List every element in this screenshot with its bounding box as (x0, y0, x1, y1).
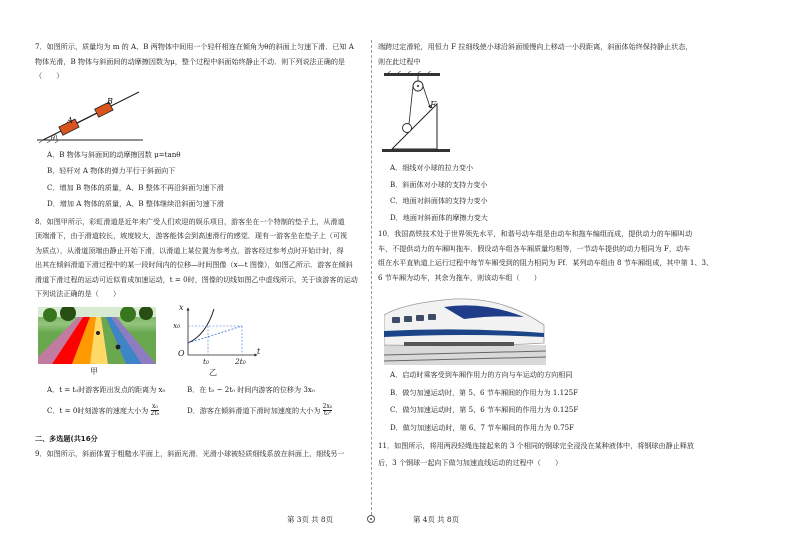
q7-option-b: B．轻杆对 A 物体的弹力平行于斜面向下 (47, 166, 176, 175)
page-number-left: 第 3页 共 8页 (287, 515, 334, 524)
graph-t0-label: t₀ (203, 356, 210, 366)
label-yi: 乙 (209, 367, 217, 377)
q10-option-c: C．做匀加速运动时，第 5、6 节车厢间的作用力为 0.125F (390, 405, 579, 414)
q8-options-row-2 (35, 402, 367, 424)
q10-stem-line: 组在水平直轨道上运行过程中每节车厢受到的阻力相同为 Ff．某列动车组由 8 节车厢组成，其中第 1、3、 (378, 258, 714, 267)
q7-stem-line-2: 物体光滑，B 物体与斜面间的动摩擦因数为μ，整个过程中斜面始终静止不动．则下列说法正确的是 (35, 56, 346, 66)
q7-stem-line-1: 7．如图所示，质量均为 m 的 A、B 两物体中间用一个轻杆相连在倾角为θ的斜面上匀速下滑．已知 A (35, 42, 354, 51)
q8-stem-line: 为质点），从滑道顶端由静止开始下滑，以滑道上某位置为参考点，游客经过参考点时开始计时，得 (35, 245, 344, 255)
q8-option-d-text: D．游客在倾斜滑道下滑时加速度的大小为 (187, 405, 321, 415)
q8-option-d-numerator: 2x₀ (322, 403, 333, 410)
q8-figures (35, 302, 367, 381)
q9-force-label: F (430, 101, 437, 111)
column-divider (371, 40, 372, 515)
q7-stem-line-3: （ ） (35, 71, 64, 80)
q8-option-c-denominator: 2t₀ (150, 410, 160, 417)
q7-incline-figure (35, 86, 367, 144)
q11-stem-line-2: 后，3 个钢球一起向下做匀加速直线运动的过程中（ ） (378, 457, 563, 467)
q8-stem-line: 出其在倾斜滑道下滑过程中的某一段时间内的位移—时间图像（x—t 图像），如图乙所示．游客在倾斜 (35, 260, 353, 269)
q8-stem-line: 顶端滑下，由于滑道较长，坡度较大，游客能体会到高速滑行的感觉．现有一游客坐在垫子上（可视 (35, 231, 348, 240)
q7-option-d: D．增加 A 物体的质量，A、B 整体继续沿斜面匀速下滑 (47, 199, 224, 208)
q10-stem (378, 227, 718, 285)
q9-option-d: D．地面对斜面体的摩擦力变大 (390, 212, 488, 222)
q9-stem-line-1: 9．如图所示，斜面体置于粗糙水平面上，斜面光滑．光滑小球被轻质细线系放在斜面上，细线另一 (35, 449, 345, 458)
graph-x0-label: x₀ (173, 320, 181, 330)
q7-option-a: A．B 物体与斜面间的动摩擦因数 μ=tanθ (47, 149, 181, 159)
q8-option-c-text: C．t = 0时刻游客的速度大小为 (47, 405, 149, 415)
q8-option-b: B．在 t₀ ~ 2t₀ 时间内游客的位移为 3x₀ (187, 384, 315, 394)
q8-option-c-fraction (151, 404, 160, 417)
q8-option-d-fraction (323, 404, 333, 417)
q8-options-row-1 (35, 383, 367, 398)
left-column (35, 40, 367, 462)
graph-y-axis-label: x (179, 302, 184, 312)
q7-label-b: B (107, 96, 113, 106)
q8-stem-line: 8．如图甲所示，彩虹滑道是近年来广受人们欢迎的娱乐项目，游客坐在一个特制的垫子上，从滑道 (35, 216, 345, 226)
q9-stem-line-3: 则在此过程中 (378, 56, 421, 66)
q8-option-d (187, 404, 332, 419)
q10-stem-line: 车，不提供动力的车厢叫拖车．假设动车组各车厢质量均相等，一节动车提供的动力相同为 F，动车 (378, 243, 691, 253)
q9-option-b: B．斜面体对小球的支持力变小 (390, 179, 488, 189)
section-multiple-choice-title: 二、多选题(共16分 (35, 433, 98, 443)
q8-stem-line: 滑道下滑过程的运动可近似看成加速运动，t = 0时，图像的切线如图乙中虚线所示，关于该游客的运动 (35, 274, 358, 284)
q9-stem-line-2: 端跨过定滑轮，用恒力 F 拉细线使小球沿斜面缓慢向上移动一小段距离，斜面体始终保持静止状态， (378, 42, 693, 51)
right-column (378, 40, 718, 470)
q9-pulley-figure (378, 71, 718, 159)
q8-option-d-denominator: t₀² (323, 410, 332, 417)
graph-2t0-label: 2t₀ (235, 356, 246, 366)
q8-option-c-numerator: x₀ (151, 403, 158, 410)
binding-hole-dot-icon (370, 518, 372, 520)
q9-option-a: A．细线对小球的拉力变小 (390, 163, 474, 172)
q9-option-c: C．地面对斜面体的支持力变小 (390, 196, 488, 205)
label-jia: 甲 (90, 366, 98, 376)
q8-option-c (47, 404, 159, 419)
graph-origin-label: O (178, 348, 185, 358)
q7-label-theta: θ (51, 133, 55, 142)
bullet-train-photo (384, 285, 546, 365)
q10-option-a: A．启动时乘客受到车厢作用力的方向与车运动的方向相同 (390, 370, 573, 379)
q8-option-a: A．t = t₀时游客距出发点的距离为 x₀ (47, 384, 166, 394)
q10-stem-line: 10．我国高铁技术处于世界领先水平，和谐号动车组是由动车和拖车编组而成，提供动力的车厢叫动 (378, 229, 693, 238)
pulley-incline-diagram (382, 71, 452, 159)
q11-stem-line-1: 11．如图所示，将用两段轻绳连接起来的 3 个相同的钢球完全浸没在某种液体中，将钢球由静止释放 (378, 441, 694, 450)
rainbow-slide-photo (38, 307, 156, 364)
page-number-right: 第 4页 共 8页 (413, 515, 460, 524)
q8-stem-line: 下列说法正确的是（ ） (35, 289, 121, 298)
q7-label-a: A (67, 115, 73, 125)
q7-option-c: C．增加 B 物体的质量，A、B 整体不再沿斜面匀速下滑 (47, 182, 224, 192)
q8-stem (35, 215, 367, 302)
q10-option-d: D．做匀加速运动时，第 6、7 节车厢间的作用力为 0.75F (390, 422, 575, 432)
q10-stem-line: 6 节车厢为动车，其余为拖车，则该动车组（ ） (378, 272, 541, 282)
q10-option-b: B．做匀加速运动时，第 5、6 节车厢间的作用力为 1.125F (390, 387, 579, 397)
graph-x-axis-label: t (257, 346, 261, 356)
